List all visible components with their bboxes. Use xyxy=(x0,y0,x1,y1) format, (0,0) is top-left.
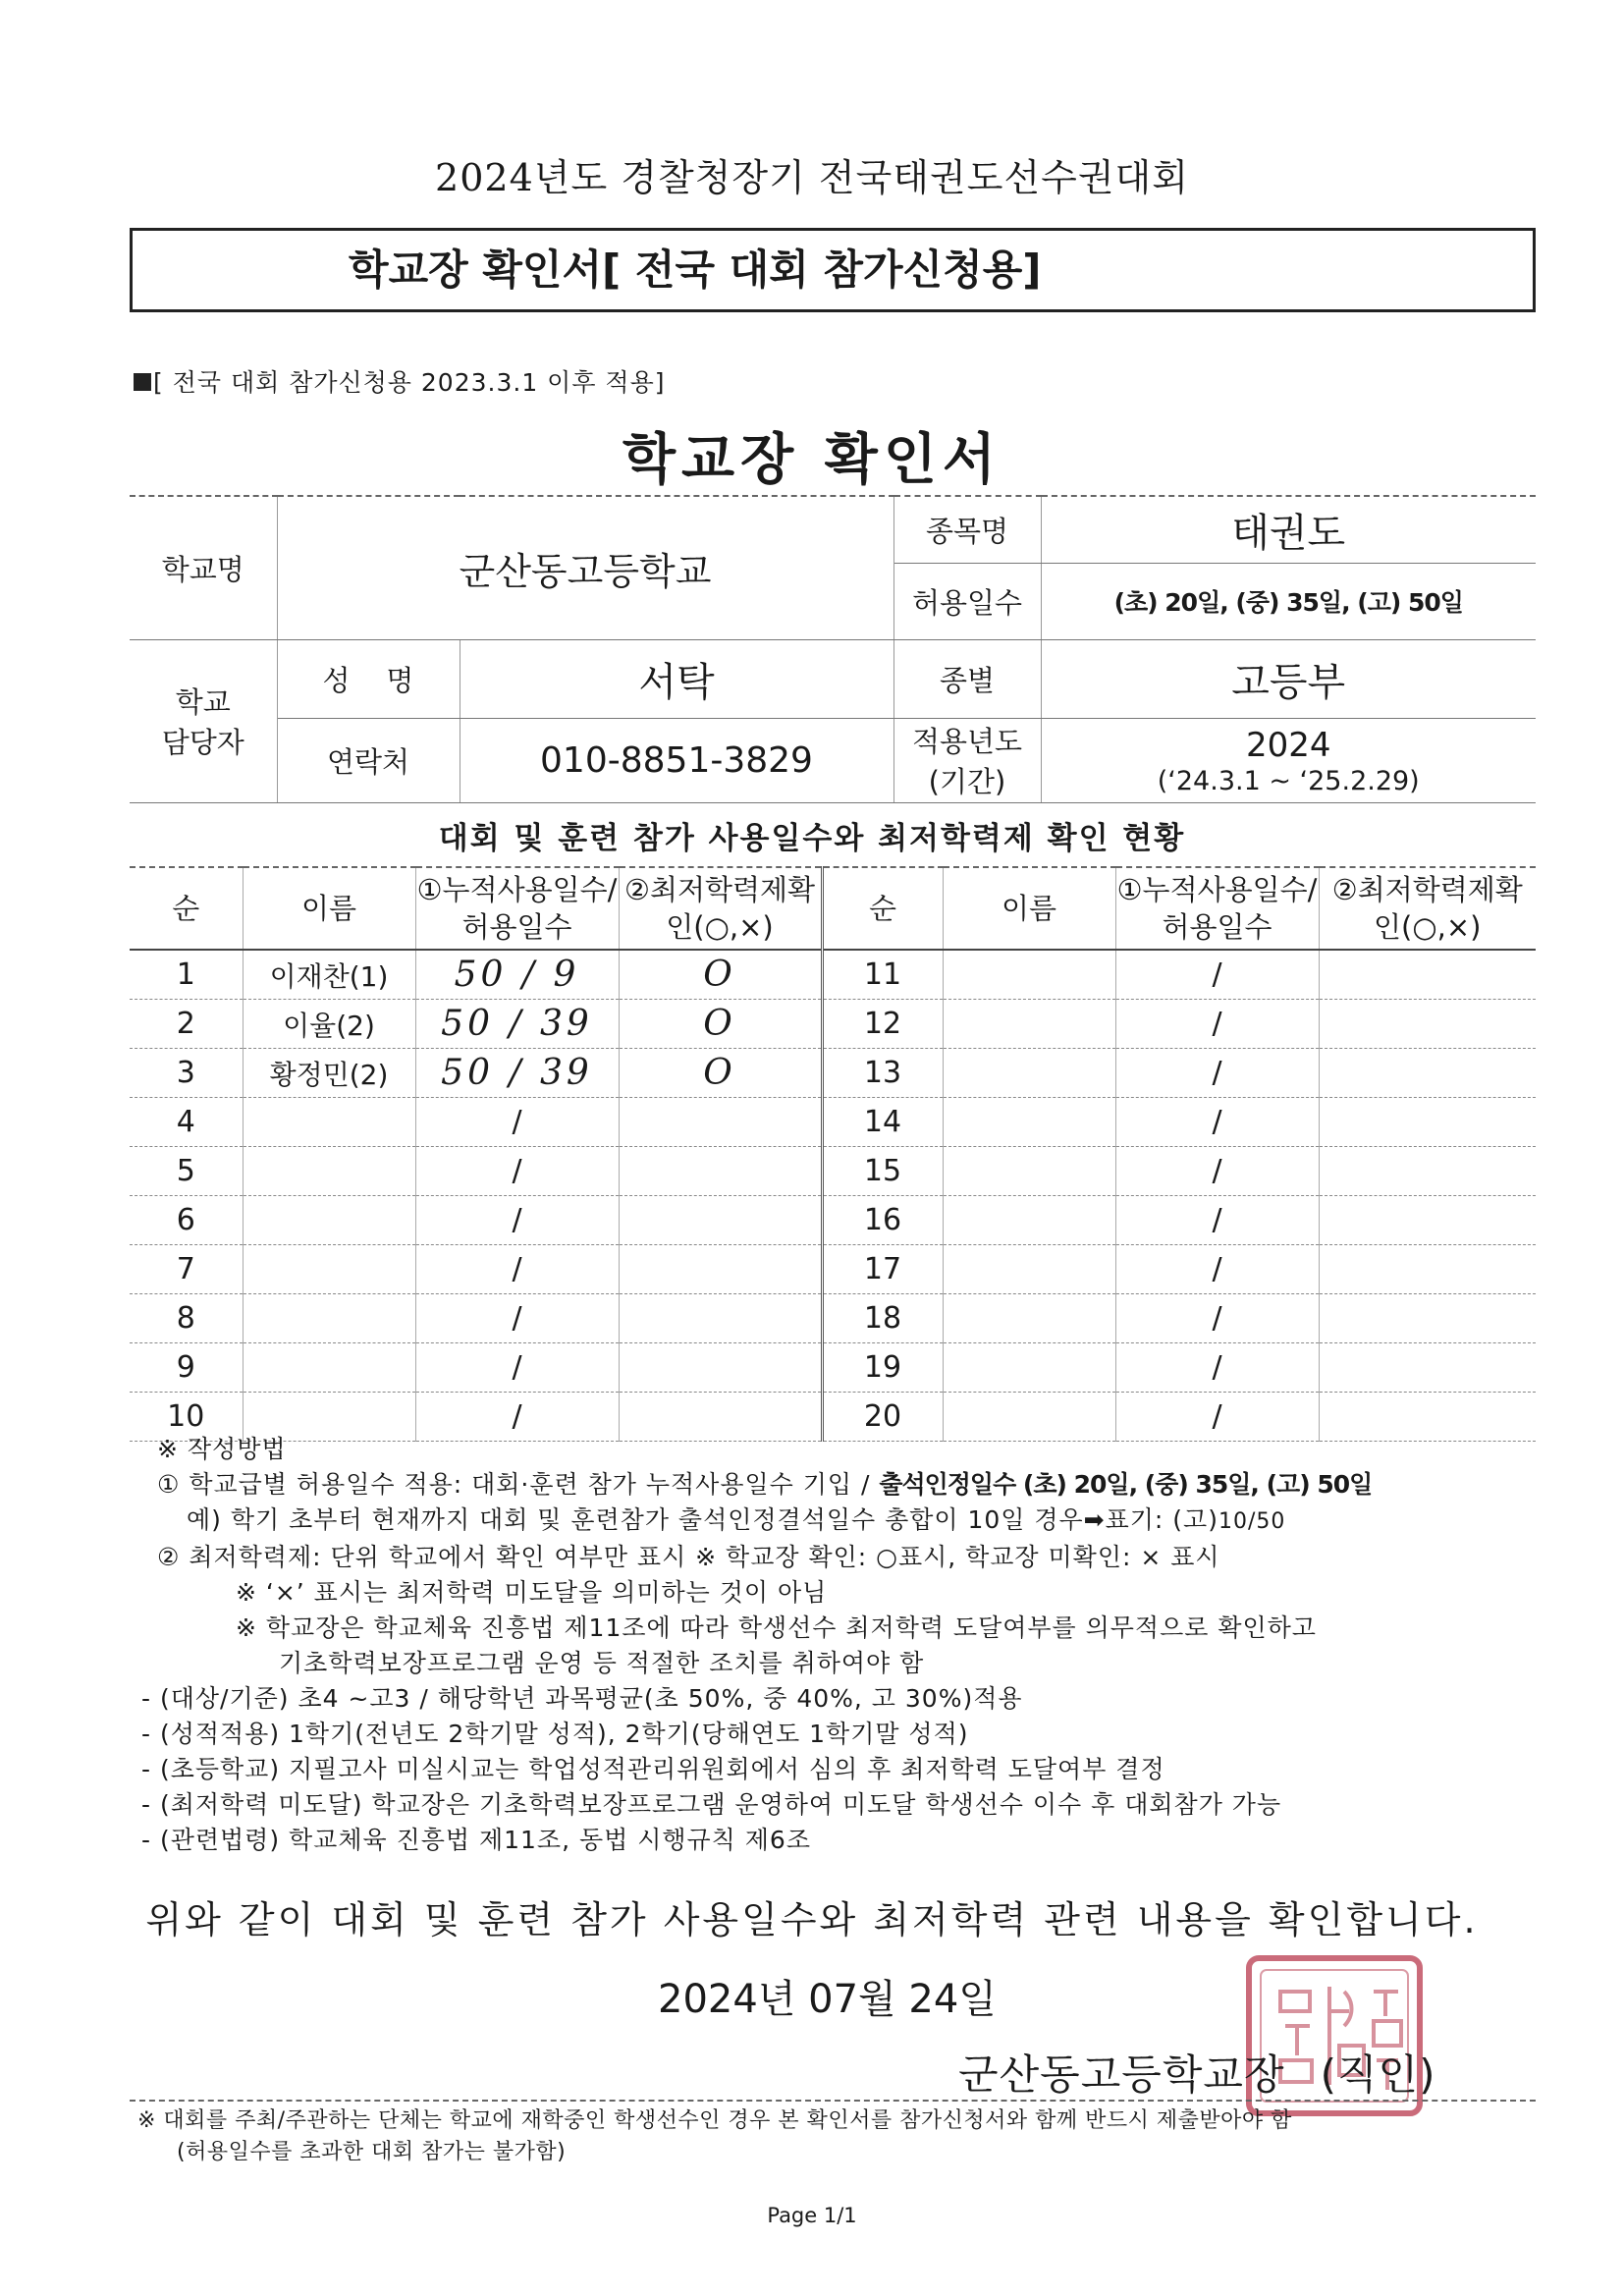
principal-signature xyxy=(958,2043,1436,2102)
guide-dash-1: - (대상/기준) 초4 ~고3 / 해당학년 과목평균(초 50%, 중 40%, 고 30%)적용 xyxy=(141,1684,1023,1713)
row-name xyxy=(943,1294,1115,1343)
row-days: / xyxy=(415,1393,619,1442)
principal-name: 군산동고등학교장 xyxy=(958,2050,1285,2099)
table-row xyxy=(130,1294,1536,1343)
black-square-icon xyxy=(134,373,151,391)
row-name xyxy=(943,950,1115,1000)
table-row xyxy=(130,950,1536,1000)
row-name: 이재찬(1) xyxy=(243,950,415,1000)
row-check xyxy=(1319,1000,1536,1049)
row-name xyxy=(243,1196,415,1245)
guide-note-2-cont: 기초학력보장프로그램 운영 등 적절한 조치를 취하여야 함 xyxy=(279,1649,925,1677)
row-name: 황정민(2) xyxy=(243,1049,415,1098)
row-no: 4 xyxy=(130,1098,243,1147)
division-value: 고등부 xyxy=(1041,639,1536,718)
row-days: / xyxy=(1115,1245,1319,1294)
row-days: / xyxy=(415,1196,619,1245)
school-label: 학교명 xyxy=(130,496,277,639)
apply-year-value: 2024 xyxy=(1245,725,1331,765)
row-check xyxy=(1319,1245,1536,1294)
division-label: 종별 xyxy=(893,639,1041,718)
row-check: O xyxy=(619,1000,822,1049)
guide-example-value: 10/50 xyxy=(1218,1509,1286,1534)
row-days: 50 / 9 xyxy=(415,950,619,1000)
guide-dash-2: - (성적적용) 1학기(전년도 2학기말 성적), 2학기(당해연도 1학기말 성적) xyxy=(141,1720,969,1748)
header-days xyxy=(1115,867,1319,950)
guide-note-1: ※ ‘×’ 표시는 최저학력 미도달을 의미하는 것이 아님 xyxy=(236,1578,828,1607)
guide-example-text: 예) 학기 초부터 현재까지 대회 및 훈련참가 출석인정결석일수 총합이 10일 경우➡표기: (고) xyxy=(187,1505,1218,1534)
header-check-line1: ②최저학력제 xyxy=(1331,873,1495,906)
row-check xyxy=(619,1098,822,1147)
row-days: / xyxy=(415,1245,619,1294)
row-name xyxy=(243,1147,415,1196)
table-row xyxy=(130,1245,1536,1294)
table-row xyxy=(130,1343,1536,1393)
row-no: 19 xyxy=(822,1343,943,1393)
allowed-days-label: 허용일수 xyxy=(893,563,1041,639)
footer-note-line1: ※ 대회를 주최/주관하는 단체는 학교에 재학중인 학생선수인 경우 본 확인서를 참가신청서와 함께 반드시 제출받아야 함 xyxy=(137,2108,1292,2133)
header-check xyxy=(1319,867,1536,950)
header-no: 순 xyxy=(130,867,243,950)
row-check: O xyxy=(619,1049,822,1098)
row-name xyxy=(943,1000,1115,1049)
guide-item-1-text: ① 학교급별 허용일수 적용: 대회·훈련 참가 누적사용일수 기입 / xyxy=(157,1470,880,1499)
row-no: 14 xyxy=(822,1098,943,1147)
allowed-days-value: (초) 20일, (중) 35일, (고) 50일 xyxy=(1041,563,1536,639)
table-row xyxy=(130,1098,1536,1147)
row-no: 6 xyxy=(130,1196,243,1245)
row-check xyxy=(1319,1294,1536,1343)
row-no: 10 xyxy=(130,1393,243,1442)
event-title: 2024년도 경찰청장기 전국태권도선수권대회 xyxy=(435,156,1189,199)
row-check xyxy=(1319,1098,1536,1147)
row-name xyxy=(943,1147,1115,1196)
row-no: 20 xyxy=(822,1393,943,1442)
stamp-label: (직인) xyxy=(1320,2050,1436,2099)
document-date: 2024년 07월 24일 xyxy=(658,1977,997,2022)
header-check-line2: 확인(○,×) xyxy=(666,873,816,944)
row-no: 5 xyxy=(130,1147,243,1196)
row-no: 9 xyxy=(130,1343,243,1393)
footer-note-line2: (허용일수를 초과한 대회 참가는 불가함) xyxy=(177,2140,567,2164)
row-check xyxy=(619,1294,822,1343)
guide-item-1-days: 출석인정일수 (초) 20일, (중) 35일, (고) 50일 xyxy=(879,1470,1373,1499)
row-days: / xyxy=(1115,1098,1319,1147)
table-row xyxy=(130,1000,1536,1049)
row-no: 18 xyxy=(822,1294,943,1343)
guide-item-1 xyxy=(157,1467,1551,1503)
contact-label: 연락처 xyxy=(277,718,460,802)
applicability-note xyxy=(134,363,665,399)
name-value: 서탁 xyxy=(460,639,893,718)
row-name xyxy=(943,1343,1115,1393)
row-check xyxy=(1319,950,1536,1000)
row-no: 16 xyxy=(822,1196,943,1245)
row-no: 7 xyxy=(130,1245,243,1294)
applicability-note-text: [ 전국 대회 참가신청용 2023.3.1 이후 적용] xyxy=(153,368,666,397)
row-name xyxy=(243,1343,415,1393)
row-days: / xyxy=(415,1098,619,1147)
participation-table xyxy=(130,866,1536,1442)
row-days: / xyxy=(1115,1393,1319,1442)
table-row xyxy=(130,1147,1536,1196)
row-name xyxy=(943,1245,1115,1294)
row-days: 50 / 39 xyxy=(415,1049,619,1098)
school-value: 군산동고등학교 xyxy=(277,496,893,639)
row-check xyxy=(1319,1147,1536,1196)
header-days-line2: /허용일수 xyxy=(1162,873,1318,944)
row-no: 12 xyxy=(822,1000,943,1049)
row-no: 1 xyxy=(130,950,243,1000)
document-title-box xyxy=(130,228,1536,312)
confirmation-statement: 위와 같이 대회 및 훈련 참가 사용일수와 최저학력 관련 내용을 확인합니다. xyxy=(145,1898,1479,1941)
row-check xyxy=(619,1147,822,1196)
header-days-line2: /허용일수 xyxy=(461,873,618,944)
row-no: 13 xyxy=(822,1049,943,1098)
row-check xyxy=(1319,1343,1536,1393)
header-name: 이름 xyxy=(943,867,1115,950)
table-row xyxy=(130,1049,1536,1098)
guide-note-2: ※ 학교장은 학교체육 진흥법 제11조에 따라 학생선수 최저학력 도달여부를 의무적으로 확인하고 xyxy=(236,1613,1317,1642)
row-days: / xyxy=(1115,1196,1319,1245)
main-title: 학교장 확인서 xyxy=(622,428,1002,492)
row-check xyxy=(619,1196,822,1245)
document-title: 학교장 확인서[ 전국 대회 참가신청용] xyxy=(349,246,1042,294)
row-check xyxy=(619,1245,822,1294)
guide-dash-4: - (최저학력 미도달) 학교장은 기초학력보장프로그램 운영하여 미도달 학생선수 이수 후 대회참가 가능 xyxy=(141,1790,1282,1819)
row-days: 50 / 39 xyxy=(415,1000,619,1049)
header-no: 순 xyxy=(822,867,943,950)
table-row xyxy=(130,1196,1536,1245)
row-name xyxy=(943,1098,1115,1147)
row-days: / xyxy=(415,1147,619,1196)
section-title: 대회 및 훈련 참가 사용일수와 최저학력제 확인 현황 xyxy=(438,821,1186,856)
school-info-table xyxy=(130,495,1536,803)
row-days: / xyxy=(1115,1343,1319,1393)
row-name xyxy=(243,1098,415,1147)
guide-dash-3: - (초등학교) 지필고사 미실시교는 학업성적관리위원회에서 심의 후 최저학력 도달여부 결정 xyxy=(141,1755,1165,1783)
row-days: / xyxy=(1115,950,1319,1000)
manager-label-line2: 담당자 xyxy=(161,726,244,759)
row-name xyxy=(943,1049,1115,1098)
apply-year-label xyxy=(893,718,1041,802)
row-check xyxy=(619,1343,822,1393)
manager-label-line1: 학교 xyxy=(175,685,231,719)
row-name xyxy=(243,1294,415,1343)
header-name: 이름 xyxy=(243,867,415,950)
row-no: 2 xyxy=(130,1000,243,1049)
guide-item-2: ② 최저학력제: 단위 학교에서 확인 여부만 표시 ※ 학교장 확인: ○표시, 학교장 미확인: × 표시 xyxy=(157,1543,1220,1571)
header-days-line1: ①누적사용일수 xyxy=(1116,873,1308,906)
sport-value: 태권도 xyxy=(1041,496,1536,563)
row-days: / xyxy=(1115,1000,1319,1049)
footer-divider xyxy=(130,2100,1536,2102)
row-check xyxy=(1319,1049,1536,1098)
manager-label xyxy=(130,639,277,802)
row-name xyxy=(943,1196,1115,1245)
header-days xyxy=(415,867,619,950)
row-check: O xyxy=(619,950,822,1000)
row-days: / xyxy=(1115,1147,1319,1196)
writing-guide xyxy=(141,1432,1551,1858)
sport-label: 종목명 xyxy=(893,496,1041,563)
apply-year-label-line2: (기간) xyxy=(928,765,1006,798)
row-name: 이율(2) xyxy=(243,1000,415,1049)
row-no: 3 xyxy=(130,1049,243,1098)
contact-value: 010-8851-3829 xyxy=(460,718,893,802)
row-check xyxy=(1319,1196,1536,1245)
name-label: 성 명 xyxy=(277,639,460,718)
row-days: / xyxy=(1115,1049,1319,1098)
row-days: / xyxy=(1115,1294,1319,1343)
row-name xyxy=(243,1245,415,1294)
row-no: 17 xyxy=(822,1245,943,1294)
footer-note xyxy=(137,2105,1532,2168)
header-check-line1: ②최저학력제 xyxy=(623,873,788,906)
header-days-line1: ①누적사용일수 xyxy=(416,873,608,906)
header-check xyxy=(619,867,822,950)
row-no: 15 xyxy=(822,1147,943,1196)
header-check-line2: 확인(○,×) xyxy=(1374,873,1523,944)
row-days: / xyxy=(415,1294,619,1343)
apply-year-label-line1: 적용년도 xyxy=(911,725,1023,758)
page-number: Page 1/1 xyxy=(767,2204,857,2227)
row-no: 8 xyxy=(130,1294,243,1343)
row-days: / xyxy=(415,1343,619,1393)
apply-year-cell xyxy=(1041,718,1536,802)
guide-item-1-example xyxy=(157,1503,1551,1540)
row-no: 11 xyxy=(822,950,943,1000)
guide-dash-5: - (관련법령) 학교체육 진흥법 제11조, 동법 시행규칙 제6조 xyxy=(141,1826,811,1854)
apply-period-value: (‘24.3.1 ~ ‘25.2.29) xyxy=(1157,765,1420,796)
guide-heading: ※ 작성방법 xyxy=(157,1435,287,1463)
